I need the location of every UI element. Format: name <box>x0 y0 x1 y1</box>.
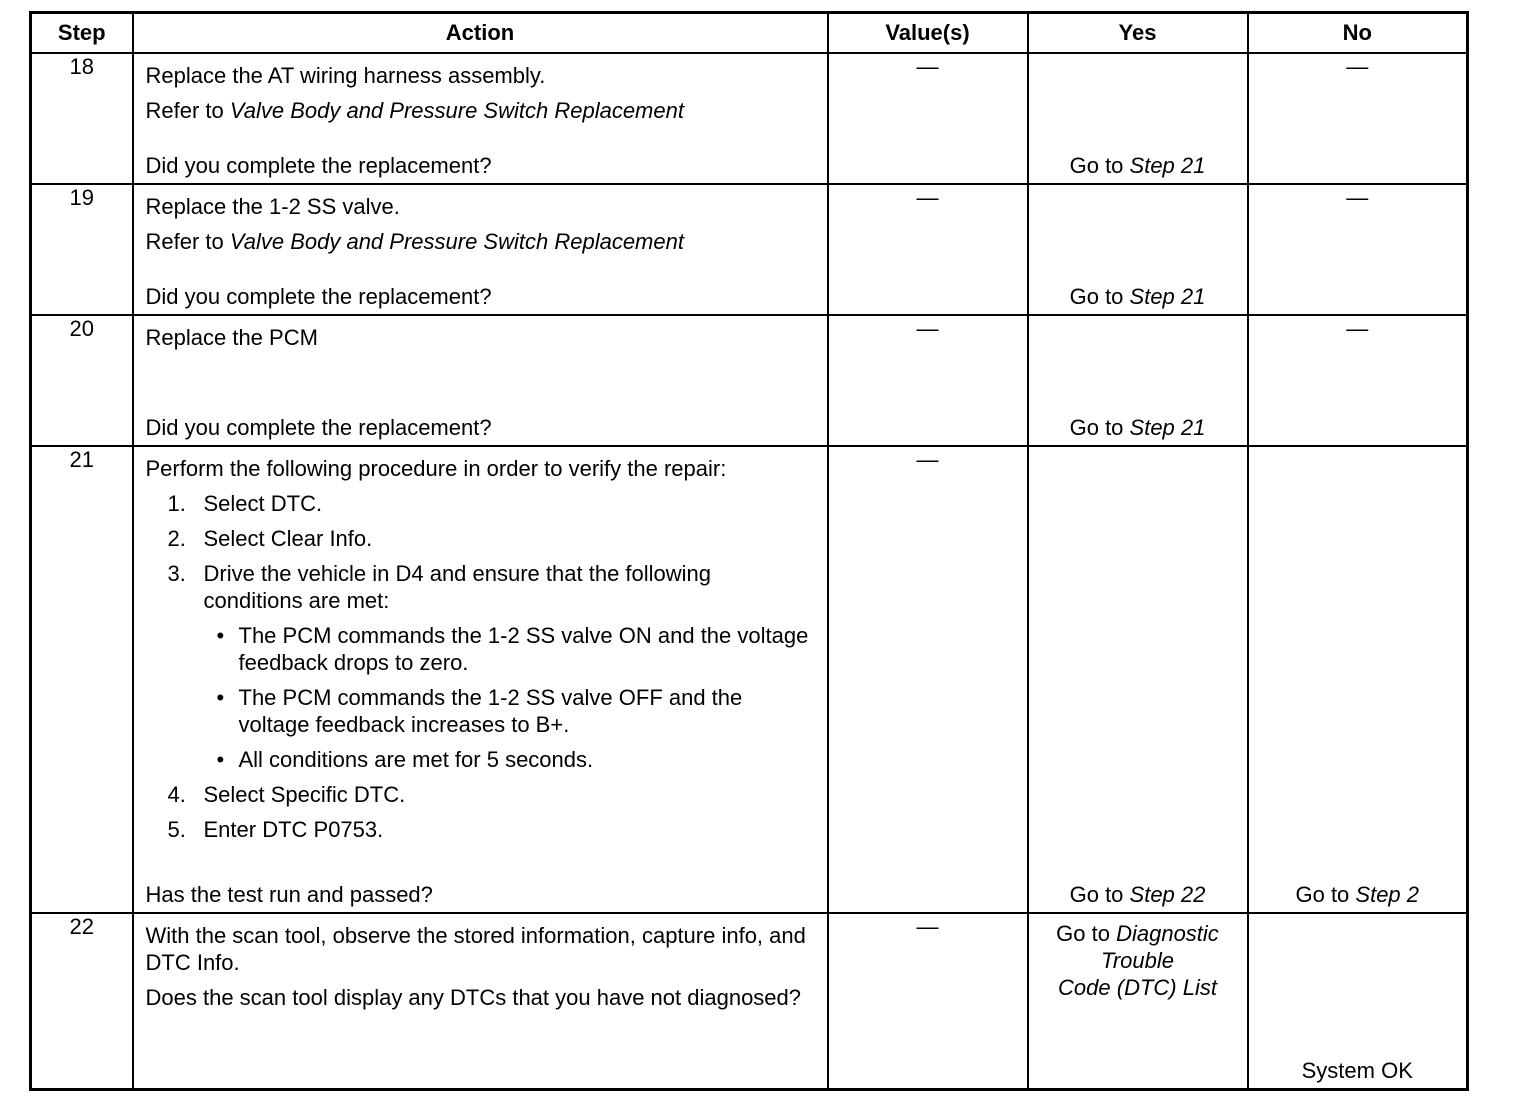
action-cell <box>133 913 828 1089</box>
question-text: Did you complete the replacement? <box>145 284 492 309</box>
yes-prefix: Go to <box>1056 921 1117 946</box>
no-cell <box>1248 446 1468 913</box>
yes-goto <box>1029 914 1247 1001</box>
list-item-text: Select Specific DTC. <box>203 782 406 807</box>
action-cell <box>133 315 828 446</box>
bullet-item: • All conditions are met for 5 seconds. <box>204 746 815 773</box>
yes-prefix: Go to <box>1069 415 1130 440</box>
question-text: Did you complete the replacement? <box>145 153 492 178</box>
bullet-item: • The PCM commands the 1-2 SS valve ON and the voltage feedback drops to zero. <box>204 622 815 676</box>
list-item-number: 2. <box>167 526 186 551</box>
yes-goto <box>1029 414 1247 441</box>
yes-link[interactable]: Step 21 <box>1129 415 1206 440</box>
action-text: Replace the AT wiring harness assembly. <box>145 63 546 88</box>
yes-goto <box>1029 881 1247 908</box>
step-number: 19 <box>31 184 133 315</box>
list-item <box>146 525 815 552</box>
conditions-list <box>204 622 815 773</box>
action-text: With the scan tool, observe the stored information, capture info, and DTC Info. <box>145 923 806 975</box>
no-cell: — <box>1248 53 1468 184</box>
yes-goto <box>1029 283 1247 310</box>
value-cell: — <box>828 315 1028 446</box>
yes-link[interactable]: Step 22 <box>1129 882 1206 907</box>
list-item-number: 4. <box>167 782 186 807</box>
action-cell <box>133 446 828 913</box>
table-row-step-18 <box>31 53 1468 184</box>
no-goto <box>1249 881 1467 908</box>
yes-link-line-2[interactable]: Trouble <box>1101 948 1174 973</box>
step-number: 21 <box>31 446 133 913</box>
list-item <box>146 781 815 808</box>
header-values: Value(s) <box>828 13 1028 54</box>
list-item-number: 1. <box>167 491 186 516</box>
bullet-item: • The PCM commands the 1-2 SS valve OFF and the voltage feedback increases to B+. <box>204 684 815 738</box>
list-item-text: Select Clear Info. <box>203 526 373 551</box>
action-cell <box>133 53 828 184</box>
action-text: Replace the 1-2 SS valve. <box>145 194 400 219</box>
refer-prefix: Refer to <box>145 98 230 123</box>
yes-link-line-1[interactable]: Diagnostic <box>1116 921 1219 946</box>
yes-cell <box>1028 53 1248 184</box>
value-cell: — <box>828 446 1028 913</box>
no-cell: — <box>1248 315 1468 446</box>
no-result: System OK <box>1301 1057 1413 1083</box>
list-item <box>146 816 815 843</box>
yes-link-line-3[interactable]: Code (DTC) List <box>1058 975 1217 1000</box>
list-item-text: Select DTC. <box>203 491 323 516</box>
yes-link[interactable]: Step 21 <box>1129 153 1206 178</box>
refer-link[interactable]: Valve Body and Pressure Switch Replacement <box>229 229 684 254</box>
yes-cell <box>1028 446 1248 913</box>
yes-prefix: Go to <box>1069 284 1130 309</box>
step-number: 18 <box>31 53 133 184</box>
step-number: 22 <box>31 913 133 1089</box>
yes-prefix: Go to <box>1069 153 1130 178</box>
list-item <box>146 490 815 517</box>
table-row-step-22 <box>31 913 1468 1089</box>
no-prefix: Go to <box>1295 882 1356 907</box>
question-text: Has the test run and passed? <box>145 882 433 907</box>
list-item <box>146 560 815 773</box>
no-cell <box>1248 913 1468 1089</box>
procedure-list <box>146 490 815 843</box>
question-text: Does the scan tool display any DTCs that you have not diagnosed? <box>145 985 802 1010</box>
table-row-step-21 <box>31 446 1468 913</box>
value-cell: — <box>828 184 1028 315</box>
yes-prefix: Go to <box>1069 882 1130 907</box>
list-item-number: 5. <box>167 817 186 842</box>
value-cell: — <box>828 53 1028 184</box>
no-link[interactable]: Step 2 <box>1355 882 1420 907</box>
action-text: Replace the PCM <box>145 325 318 350</box>
yes-cell <box>1028 184 1248 315</box>
header-yes: Yes <box>1028 13 1248 54</box>
refer-prefix: Refer to <box>145 229 230 254</box>
list-item-text: Drive the vehicle in D4 and ensure that the following conditions are met: <box>203 561 712 613</box>
step-number: 20 <box>31 315 133 446</box>
yes-cell <box>1028 913 1248 1089</box>
value-cell: — <box>828 913 1028 1089</box>
diagnostic-table <box>29 11 1469 1091</box>
list-item-text: Enter DTC P0753. <box>203 817 384 842</box>
header-row <box>31 13 1468 54</box>
action-cell <box>133 184 828 315</box>
table-row-step-20 <box>31 315 1468 446</box>
refer-line <box>146 228 815 255</box>
header-action: Action <box>133 13 828 54</box>
header-no: No <box>1248 13 1468 54</box>
table-row-step-19 <box>31 184 1468 315</box>
yes-goto <box>1029 152 1247 179</box>
procedure-intro: Perform the following procedure in order to verify the repair: <box>145 456 727 481</box>
no-cell: — <box>1248 184 1468 315</box>
header-step: Step <box>31 13 133 54</box>
refer-link[interactable]: Valve Body and Pressure Switch Replacement <box>229 98 684 123</box>
list-item-number: 3. <box>167 561 186 586</box>
question-text: Did you complete the replacement? <box>145 415 492 440</box>
yes-cell <box>1028 315 1248 446</box>
refer-line <box>146 97 815 124</box>
yes-link[interactable]: Step 21 <box>1129 284 1206 309</box>
